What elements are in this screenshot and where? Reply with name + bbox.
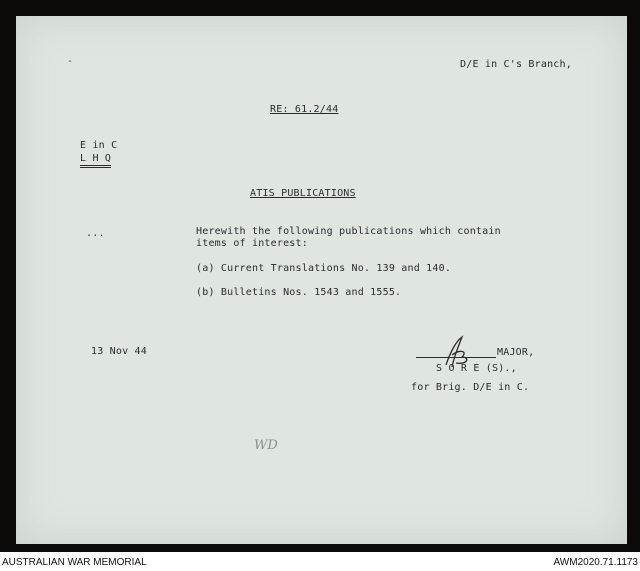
- body-line-1: Herewith the following publications which contain: [196, 226, 501, 237]
- pencil-annotation: WD: [254, 438, 278, 453]
- document-date: 13 Nov 44: [91, 346, 147, 357]
- ellipsis-marker: ...: [86, 228, 105, 239]
- addressee-line-1: E in C: [80, 140, 118, 151]
- corner-mark: -: [67, 56, 74, 67]
- signature-line: [416, 357, 496, 358]
- branch-header: D/E in C's Branch,: [460, 59, 572, 70]
- footer-institution: AUSTRALIAN WAR MEMORIAL: [2, 557, 147, 568]
- item-b: (b) Bulletins Nos. 1543 and 1555.: [196, 287, 402, 298]
- document-page: [16, 16, 627, 544]
- addressee-line-2: L H Q: [80, 153, 111, 168]
- signatory-for: for Brig. D/E in C.: [411, 382, 530, 393]
- subject-title: ATIS PUBLICATIONS: [250, 188, 356, 199]
- item-a: (a) Current Translations No. 139 and 140.: [196, 263, 452, 274]
- signatory-rank: MAJOR,: [497, 347, 535, 358]
- reference-number: RE: 61.2/44: [270, 104, 339, 115]
- signatory-office: S O R E (S).,: [436, 363, 517, 374]
- body-line-2: items of interest:: [196, 238, 308, 249]
- footer-accession-number: AWM2020.71.1173: [553, 557, 638, 568]
